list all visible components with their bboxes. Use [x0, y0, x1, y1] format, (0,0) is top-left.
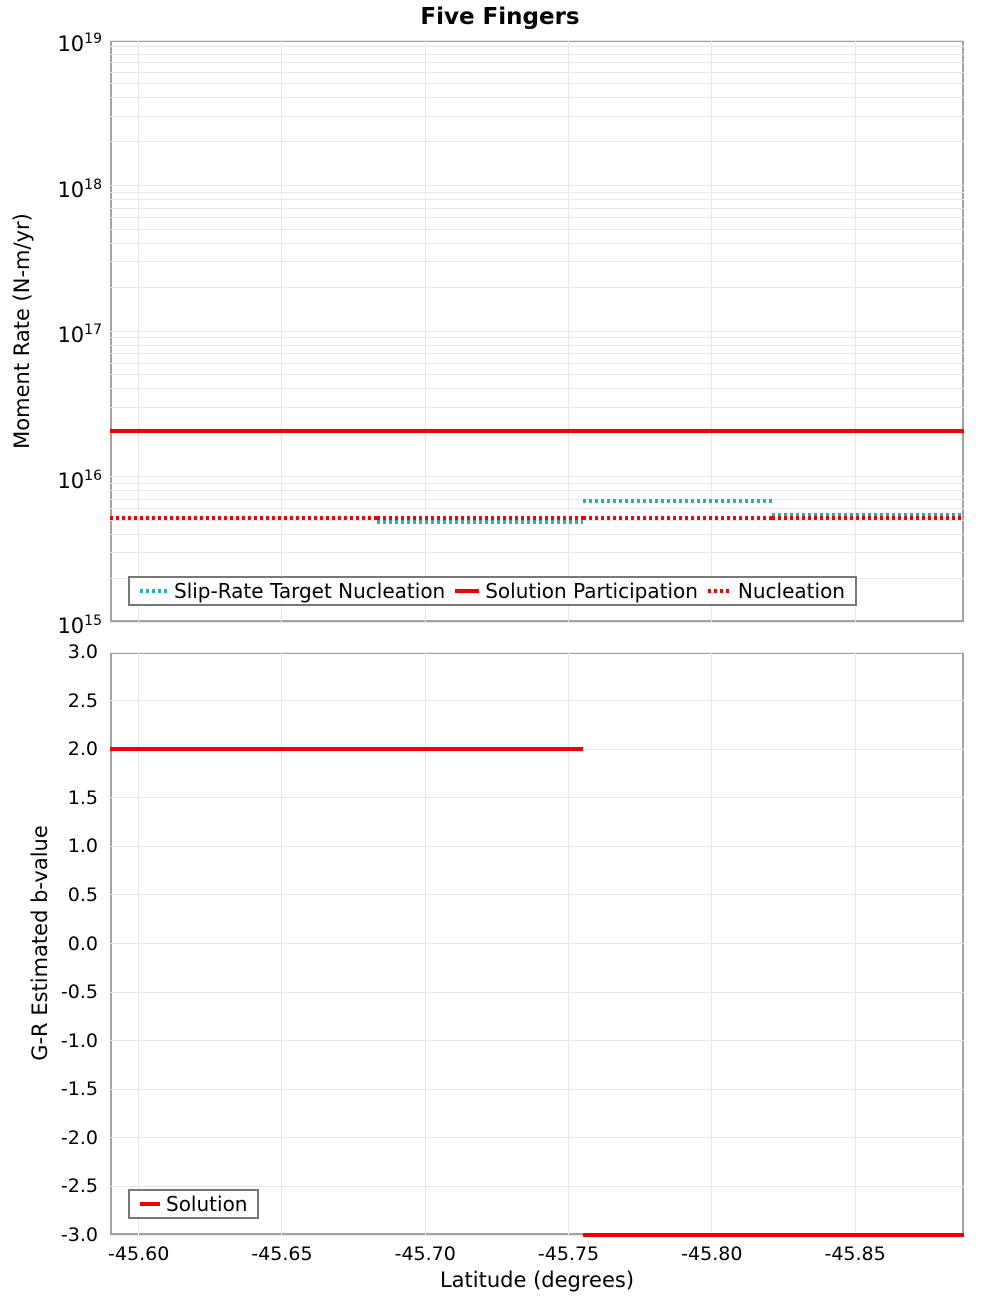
horizontal-gridline	[110, 1089, 964, 1090]
nucleation-line-segment	[377, 516, 583, 520]
solution-participation-line-segment	[110, 429, 377, 433]
b-value-tick-label: 1.5	[67, 786, 98, 809]
b-value-tick-label: 2.5	[67, 689, 98, 712]
b-value-tick-label: 0.0	[67, 932, 98, 955]
minor-gridline	[110, 407, 964, 408]
solution-participation-line-segment	[377, 429, 583, 433]
minor-gridline	[110, 72, 964, 73]
solution-participation-line-segment	[772, 429, 964, 433]
moment-rate-tick-label: $10^{16}$	[57, 467, 102, 493]
latitude-tick-label: -45.70	[394, 1243, 456, 1265]
b-value-tick-label: -0.5	[60, 981, 98, 1004]
slip-rate-target-nucleation-line-segment	[583, 499, 772, 503]
minor-gridline	[110, 54, 964, 55]
minor-gridline	[110, 116, 964, 117]
horizontal-gridline	[110, 1137, 964, 1138]
moment-rate-legend	[128, 576, 857, 606]
legend-label-slip-rate-target-nucleation: Slip-Rate Target Nucleation	[174, 579, 446, 603]
slip-rate-target-nucleation-line-segment	[377, 520, 583, 524]
b-value-tick-label: 1.0	[67, 835, 98, 858]
major-gridline	[110, 185, 964, 186]
solution-line-sample-icon	[140, 1202, 160, 1206]
minor-gridline	[110, 552, 964, 553]
slip-rate-target-nucleation-line-sample-icon	[140, 589, 168, 593]
moment-rate-tick-label: $10^{15}$	[57, 613, 102, 638]
nucleation-line-segment	[110, 516, 377, 520]
minor-gridline	[110, 508, 964, 509]
minor-gridline	[110, 345, 964, 346]
minor-gridline	[110, 363, 964, 364]
moment-rate-axis-label: Moment Rate (N-m/yr)	[10, 213, 34, 449]
minor-gridline	[110, 337, 964, 338]
legend-item-solution	[140, 1192, 247, 1216]
horizontal-gridline	[110, 894, 964, 895]
minor-gridline	[110, 217, 964, 218]
minor-gridline	[110, 97, 964, 98]
legend-label-solution: Solution	[166, 1192, 248, 1216]
minor-gridline	[110, 46, 964, 47]
latitude-tick-label: -45.80	[681, 1243, 743, 1265]
legend-item-slip-rate-target-nucleation	[140, 579, 445, 603]
latitude-tick-label: -45.75	[537, 1243, 600, 1265]
minor-gridline	[110, 243, 964, 244]
latitude-tick-label: -45.60	[108, 1243, 170, 1265]
legend-label-solution-participation: Solution Participation	[485, 579, 698, 603]
chart-title: Five Fingers	[420, 4, 580, 30]
b-value-axis-label: G-R Estimated b-value	[28, 825, 52, 1061]
minor-gridline	[110, 499, 964, 500]
minor-gridline	[110, 374, 964, 375]
minor-gridline	[110, 353, 964, 354]
horizontal-gridline	[110, 846, 964, 847]
major-gridline	[110, 622, 964, 623]
minor-gridline	[110, 388, 964, 389]
latitude-tick-label: -45.65	[251, 1243, 313, 1265]
nucleation-line-segment	[583, 516, 772, 520]
minor-gridline	[110, 141, 964, 142]
minor-gridline	[110, 62, 964, 63]
horizontal-gridline	[110, 700, 964, 701]
solution-line-segment	[377, 747, 583, 751]
minor-gridline	[110, 483, 964, 484]
horizontal-gridline	[110, 992, 964, 993]
legend-item-nucleation	[708, 579, 845, 603]
nucleation-line-sample-icon	[708, 589, 732, 593]
b-value-tick-label: 2.0	[67, 738, 98, 761]
minor-gridline	[110, 199, 964, 200]
b-value-tick-label: -3.0	[60, 1224, 98, 1246]
moment-rate-tick-label: $10^{17}$	[57, 322, 102, 347]
horizontal-gridline	[110, 652, 964, 653]
minor-gridline	[110, 229, 964, 230]
minor-gridline	[110, 208, 964, 209]
b-value-tick-label: 0.5	[67, 883, 98, 906]
latitude-tick-label: -45.85	[824, 1243, 886, 1265]
major-gridline	[110, 40, 964, 41]
b-value-legend	[128, 1189, 259, 1219]
solution-line-segment	[110, 747, 377, 751]
minor-gridline	[110, 534, 964, 535]
minor-gridline	[110, 192, 964, 193]
minor-gridline	[110, 287, 964, 288]
legend-label-nucleation: Nucleation	[737, 579, 845, 603]
b-value-tick-label: 3.0	[67, 641, 98, 663]
latitude-axis-label: Latitude (degrees)	[439, 1268, 635, 1292]
major-gridline	[110, 476, 964, 477]
b-value-tick-label: -1.5	[60, 1078, 98, 1101]
b-value-tick-label: -2.0	[60, 1126, 98, 1149]
b-value-tick-label: -2.5	[60, 1175, 98, 1198]
minor-gridline	[110, 490, 964, 491]
horizontal-gridline	[110, 797, 964, 798]
major-gridline	[110, 331, 964, 332]
horizontal-gridline	[110, 1040, 964, 1041]
legend-item-solution-participation	[455, 579, 698, 603]
solution-line-segment	[772, 1233, 964, 1237]
solution-participation-line-sample-icon	[455, 589, 479, 593]
solution-line-segment	[583, 1233, 772, 1237]
moment-rate-tick-label: $10^{19}$	[57, 31, 102, 56]
horizontal-gridline	[110, 1186, 964, 1187]
nucleation-line-segment	[772, 516, 964, 520]
minor-gridline	[110, 261, 964, 262]
horizontal-gridline	[110, 943, 964, 944]
minor-gridline	[110, 83, 964, 84]
solution-participation-line-segment	[583, 429, 772, 433]
b-value-tick-label: -1.0	[60, 1029, 98, 1052]
moment-rate-tick-label: $10^{18}$	[57, 176, 102, 202]
